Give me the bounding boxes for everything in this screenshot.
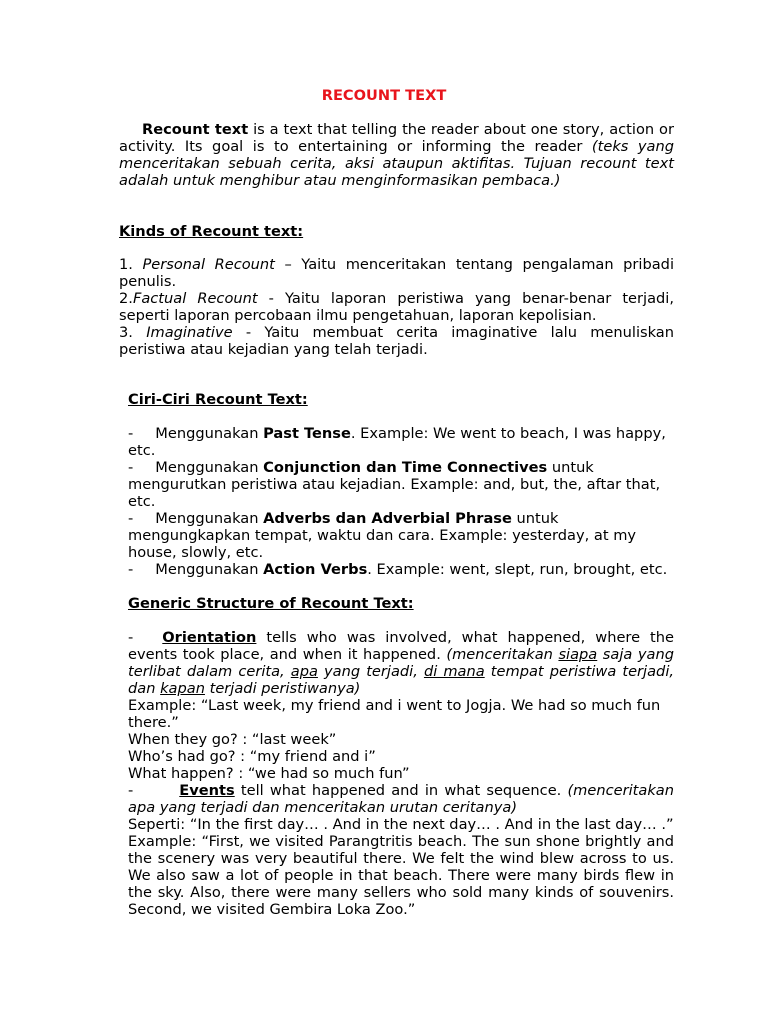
intro-translation: (teks yang menceritakan sebuah cerita, aksi ataupun aktifitas. Tujuan recount text adalah untuk menghibur atau menginformasikan pembaca.) — [119, 138, 674, 189]
events-label: Events — [179, 782, 235, 799]
structure-body — [128, 629, 674, 918]
events-seperti: Seperti: “In the first day… . And in the next day… . And in the last day… .” — [128, 816, 674, 833]
orientation-example: Example: “Last week, my friend and i went to Jogja. We had so much fun there.” — [128, 697, 661, 731]
events-paragraph — [128, 782, 674, 816]
features-item-keyword: Conjunction dan Time Connectives — [263, 459, 548, 476]
events-translation: (menceritakan apa yang terjadi dan menceritakan urutan ceritanya) — [128, 782, 674, 816]
kinds-item-sep: - — [232, 324, 265, 341]
kinds-item-name: Factual Recount — [132, 290, 258, 307]
orientation-desc: tells who was involved, what happened, where the events took place, and when it happened. — [128, 629, 674, 663]
features-item-prefix: Menggunakan — [155, 561, 264, 578]
intro-definition: is a text that telling the reader about one story, action or activity. Its goal is to entertaining or informing the reader — [119, 121, 674, 155]
orientation-question: What happen? : “we had so much fun” — [128, 765, 410, 782]
orientation-tr-dimana: di mana — [423, 663, 485, 680]
features-item — [128, 510, 674, 561]
features-item-rest: . Example: We went to beach, I was happy, etc. — [128, 425, 666, 459]
intro-paragraph — [119, 121, 674, 189]
structure-heading: Generic Structure of Recount Text: — [128, 595, 414, 612]
features-item-prefix: Menggunakan — [155, 425, 264, 442]
orientation-tr-4: tempat peristiwa terjadi, dan — [128, 663, 675, 697]
features-item — [128, 459, 674, 510]
events-dash: - — [128, 782, 134, 799]
features-item-keyword: Action Verbs — [263, 561, 368, 578]
kinds-item-desc: Yaitu membuat cerita imaginative lalu menuliskan peristiwa atau kejadian yang telah terjadi. — [119, 324, 674, 358]
kinds-item-name: Personal Recount — [142, 256, 275, 273]
features-item-rest: . Example: went, slept, run, brought, etc. — [367, 561, 668, 578]
features-item-dash: - — [128, 425, 134, 442]
features-item-keyword: Past Tense — [263, 425, 351, 442]
orientation-tr-3: yang terjadi, — [317, 663, 424, 680]
features-item-keyword: Adverbs dan Adverbial Phrase — [263, 510, 512, 527]
orientation-tr-siapa: siapa — [558, 646, 598, 663]
features-list — [128, 425, 674, 578]
kinds-item-number: 1. — [119, 256, 143, 273]
kinds-item-number: 3. — [119, 324, 147, 341]
orientation-tr-2: saja yang terlibat dalam cerita, — [128, 646, 674, 680]
orientation-tr-1: (menceritakan — [446, 646, 559, 663]
kinds-heading: Kinds of Recount text: — [119, 223, 304, 240]
kinds-item — [119, 324, 674, 358]
events-desc: tell what happened and in what sequence. — [234, 782, 568, 799]
features-item-prefix: Menggunakan — [155, 510, 264, 527]
orientation-tr-kapan: kapan — [160, 680, 205, 697]
features-item — [128, 425, 674, 459]
features-item-prefix: Menggunakan — [155, 459, 264, 476]
kinds-item-number: 2. — [119, 290, 133, 307]
kinds-item-desc: Yaitu menceritakan tentang pengalaman pribadi penulis. — [119, 256, 674, 290]
kinds-item-sep: - — [257, 290, 285, 307]
orientation-dash: - — [128, 629, 134, 646]
orientation-question: When they go? : “last week” — [128, 731, 337, 748]
page-title: RECOUNT TEXT — [321, 87, 447, 104]
features-item-rest: untuk mengurutkan peristiwa atau kejadian. Example: and, but, the, aftar that, etc. — [128, 459, 661, 510]
orientation-tr-apa: apa — [290, 663, 318, 680]
kinds-item-name: Imaginative — [146, 324, 233, 341]
features-item — [128, 561, 674, 578]
orientation-tr-5: terjadi peristiwanya) — [204, 680, 361, 697]
features-item-dash: - — [128, 459, 134, 476]
features-item-dash: - — [128, 510, 134, 527]
kinds-item-sep: – — [274, 256, 302, 273]
kinds-item-desc: Yaitu laporan peristiwa yang benar-benar terjadi, seperti laporan percobaan ilmu pengetahuan, laporan kepolisian. — [119, 290, 674, 324]
events-example: Example: “First, we visited Parangtritis beach. The sun shone brightly and the scenery was very beautiful there. We felt the wind blew across to us. We also saw a lot of people in that beach. There were many birds flew in the sky. Also, there were many sellers who sold many kinds of souvenirs. Second, we visited Gembira Loka Zoo.” — [128, 833, 674, 918]
kinds-list — [119, 256, 674, 358]
orientation-paragraph — [128, 629, 674, 697]
kinds-item — [119, 290, 674, 324]
intro-term: Recount text — [142, 121, 249, 138]
orientation-question: Who’s had go? : “my friend and i” — [128, 748, 376, 765]
features-item-dash: - — [128, 561, 134, 578]
kinds-item — [119, 256, 674, 290]
features-item-rest: untuk mengungkapkan tempat, waktu dan cara. Example: yesterday, at my house, slowly, etc. — [128, 510, 637, 561]
orientation-label: Orientation — [162, 629, 257, 646]
features-heading: Ciri-Ciri Recount Text: — [128, 391, 308, 408]
